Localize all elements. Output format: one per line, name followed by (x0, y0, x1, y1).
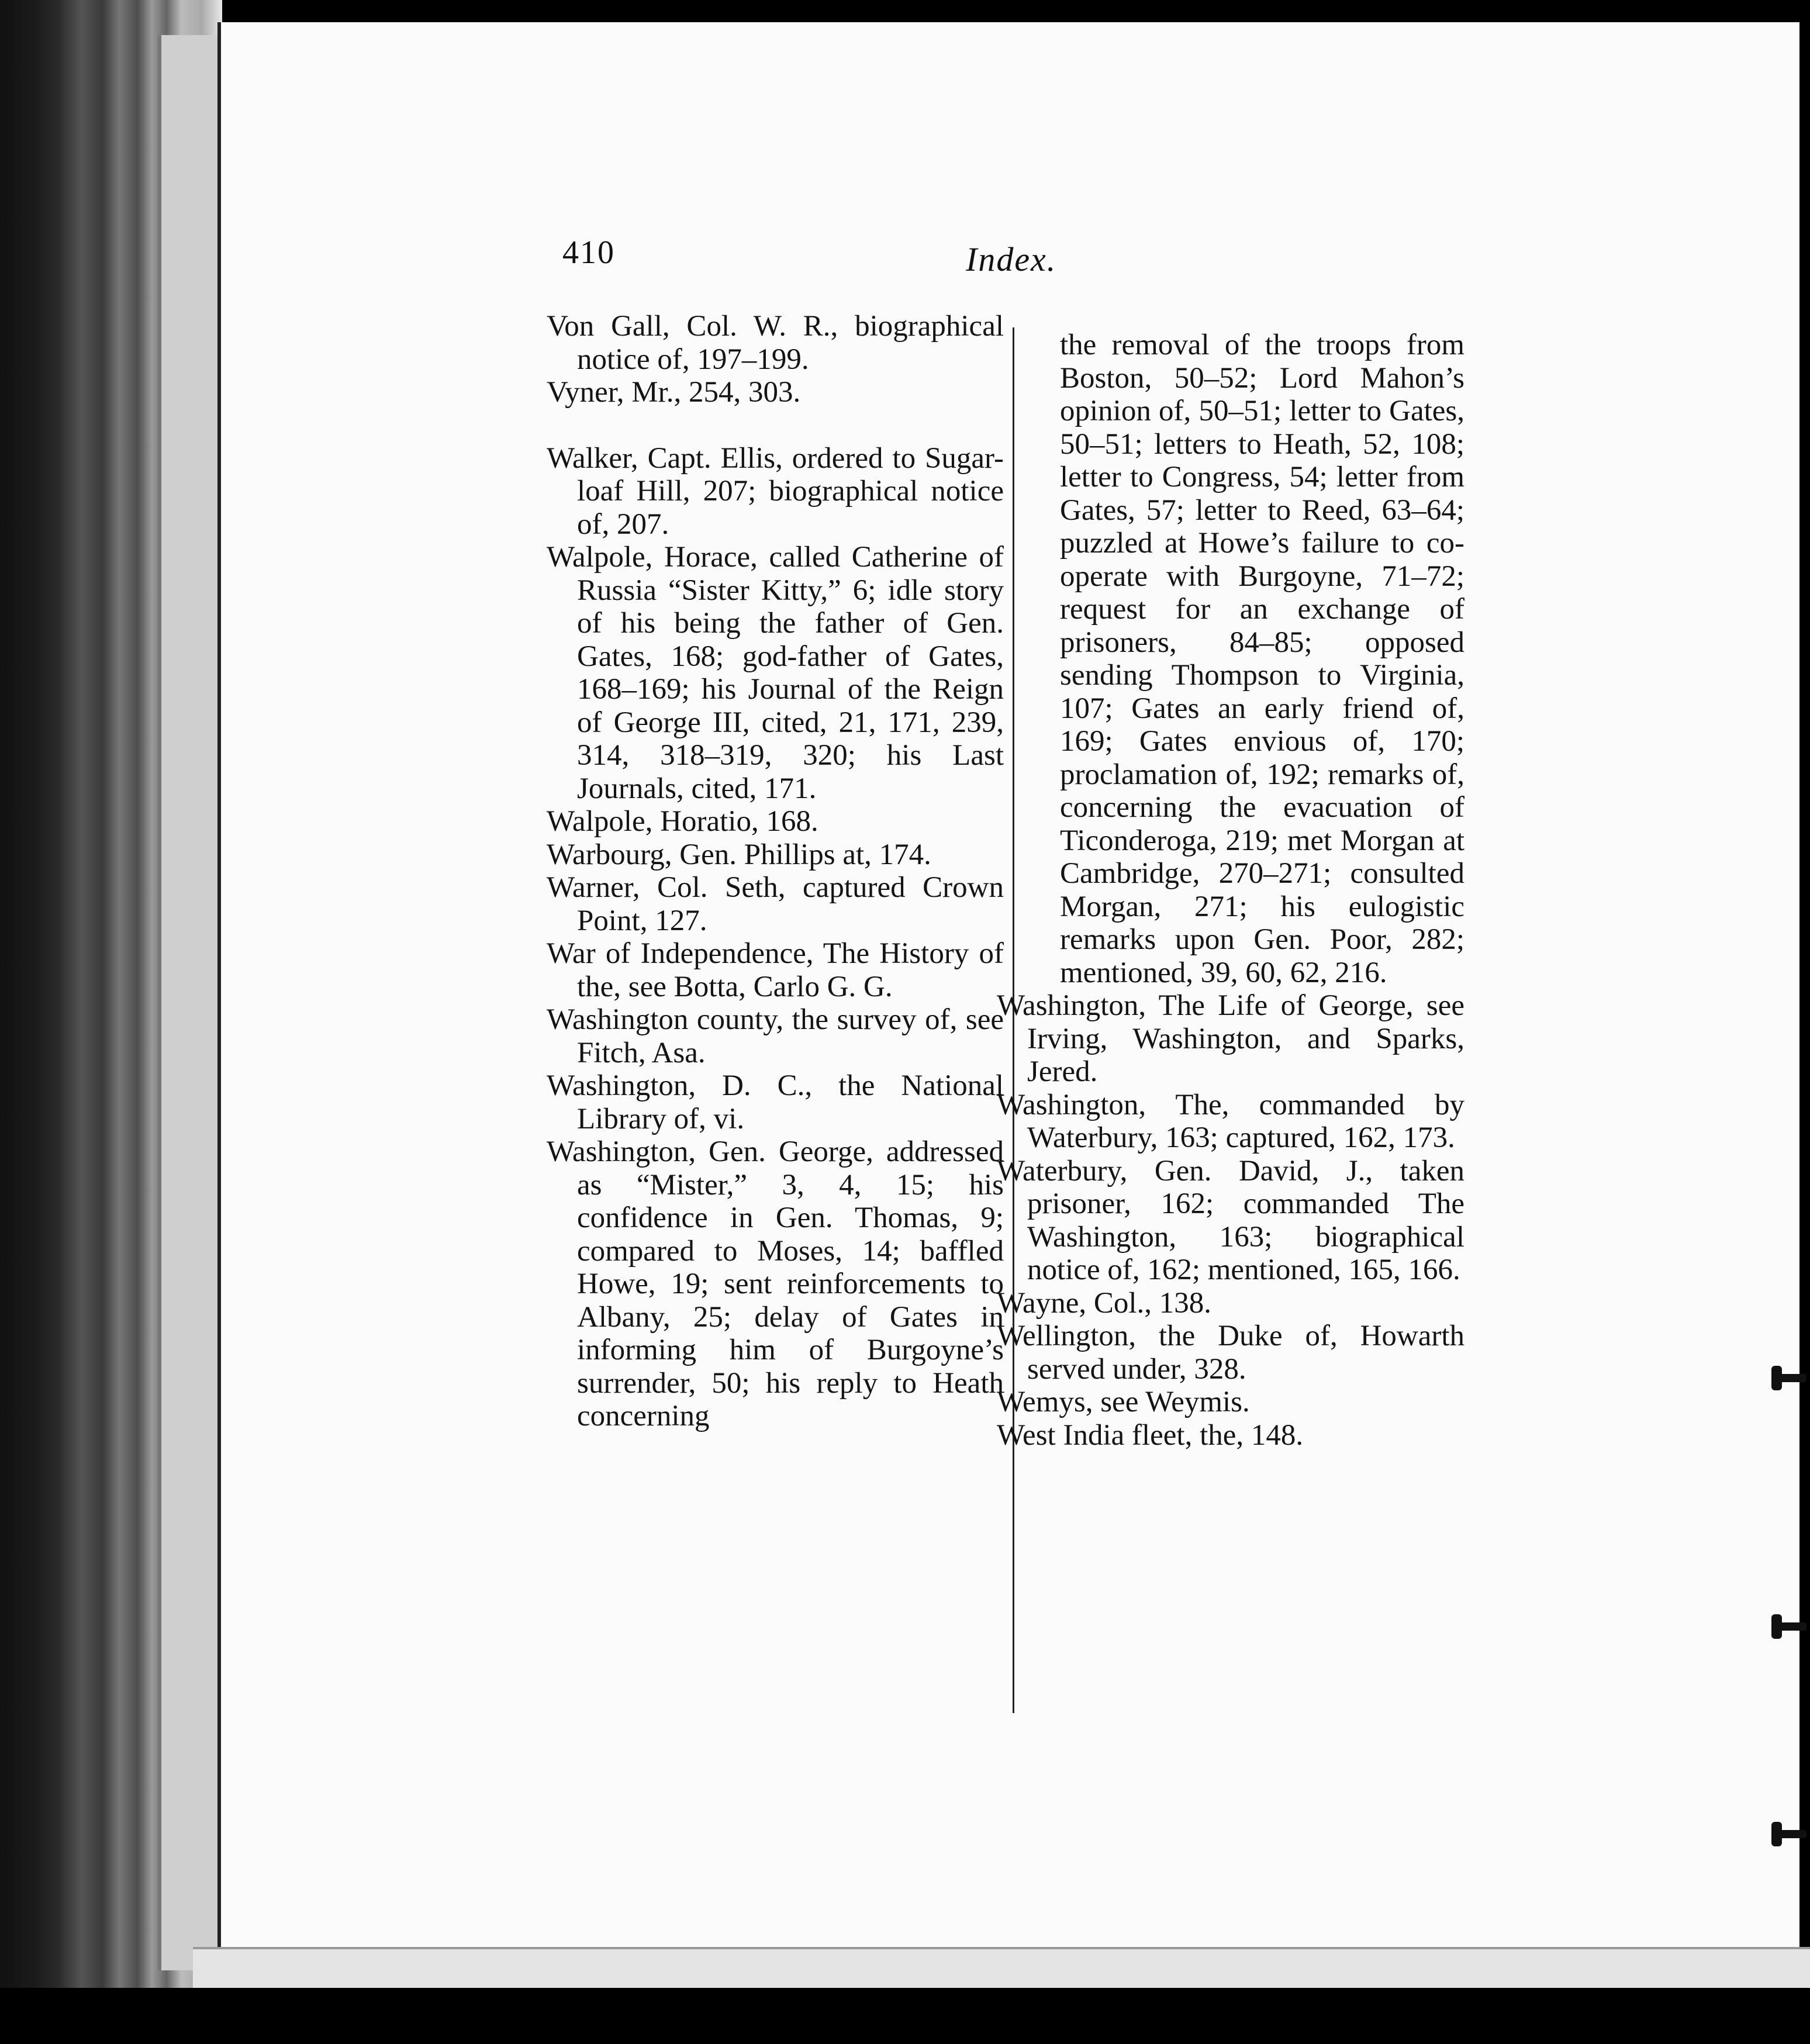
index-entry: Washington, Gen. George, addressed as “Mister,” 3, 4, 15; his confidence in Gen. Thomas, 9; compared to Moses, 14; baffled Howe, 19; sent reinforcements to Albany, 25; delay of Gates in informing him of Burgoyne’s surrender, 50; his reply to Heath concerning (547, 1135, 1004, 1432)
running-head: Index. (966, 240, 1057, 278)
page-number: 410 (562, 234, 615, 271)
index-entry: Wemys, see Weymis. (997, 1386, 1250, 1418)
index-entry: War of Independence, The History of the, see Botta, Carlo G. G. (547, 937, 1004, 1003)
index-entry: Von Gall, Col. W. R., biographical notice of, 197–199. (547, 310, 1004, 376)
index-entry: West India fleet, the, 148. (997, 1418, 1304, 1452)
index-entry: Wayne, Col., 138. (997, 1286, 1212, 1320)
index-entry: Washington county, the survey of, see Fitch, Asa. (547, 1003, 1004, 1069)
index-column-left (547, 310, 1004, 1433)
index-entry: Walpole, Horace, called Catherine of Russia “Sister Kitty,” 6; idle story of his being the father of Gen. Gates, 168; god-father of Gates, 168–169; his Journal of the Reign of George III, cited, 21, 171, 239, 314, 318–319, 320; his Last Journals, cited, 171. (547, 541, 1004, 805)
page-bottom-edge (193, 1947, 1810, 1990)
index-entry: Walpole, Horatio, 168. (547, 805, 818, 838)
index-entry: Washington, The, commanded by Waterbury, 163; captured, 162, 173. (997, 1088, 1464, 1154)
index-entry: Vyner, Mr., 254, 303. (547, 376, 801, 409)
scan-background (0, 1988, 1810, 2044)
page-clip (1777, 1830, 1806, 1838)
index-entry: Warbourg, Gen. Phillips at, 174. (547, 838, 931, 871)
index-entry: Warner, Col. Seth, captured Crown Point, 127. (547, 871, 1004, 937)
index-entry-continuation: the removal of the troops from Boston, 50–52; Lord Mahon’s opinion of, 50–51; letter to Gates, 50–51; letters to Heath, 52, 108; letter to Congress, 54; letter from Gates, 57; letter to Reed, 63–64; puzzled at Howe’s failure to co-operate with Burgoyne, 71–72; request for an exchange of prisoners, 84–85; opposed sending Thompson to Virginia, 107; Gates an early friend of, 169; Gates envious of, 170; proclamation of, 192; remarks of, concerning the evacuation of Ticonderoga, 219; met Morgan at Cambridge, 270–271; consulted Morgan, 271; his eulogistic remarks upon Gen. Poor, 282; mentioned, 39, 60, 62, 216. (1060, 329, 1464, 989)
index-column-right (997, 329, 1464, 1452)
index-entry: Washington, The Life of George, see Irving, Washington, and Sparks, Jered. (997, 989, 1464, 1088)
index-entry: Wellington, the Duke of, Howarth served under, 328. (997, 1320, 1464, 1386)
index-entry: Walker, Capt. Ellis, ordered to Sugar-loaf Hill, 207; biographical notice of, 207. (547, 441, 1004, 541)
page-strip (158, 35, 226, 1970)
index-entry: Washington, D. C., the National Library of, vi. (547, 1069, 1004, 1135)
page-clip (1777, 1374, 1806, 1382)
page-clip (1777, 1622, 1806, 1631)
index-entry: Waterbury, Gen. David, J., taken prisoner, 162; commanded The Washington, 163; biographical notice of, 162; mentioned, 165, 166. (997, 1154, 1464, 1286)
